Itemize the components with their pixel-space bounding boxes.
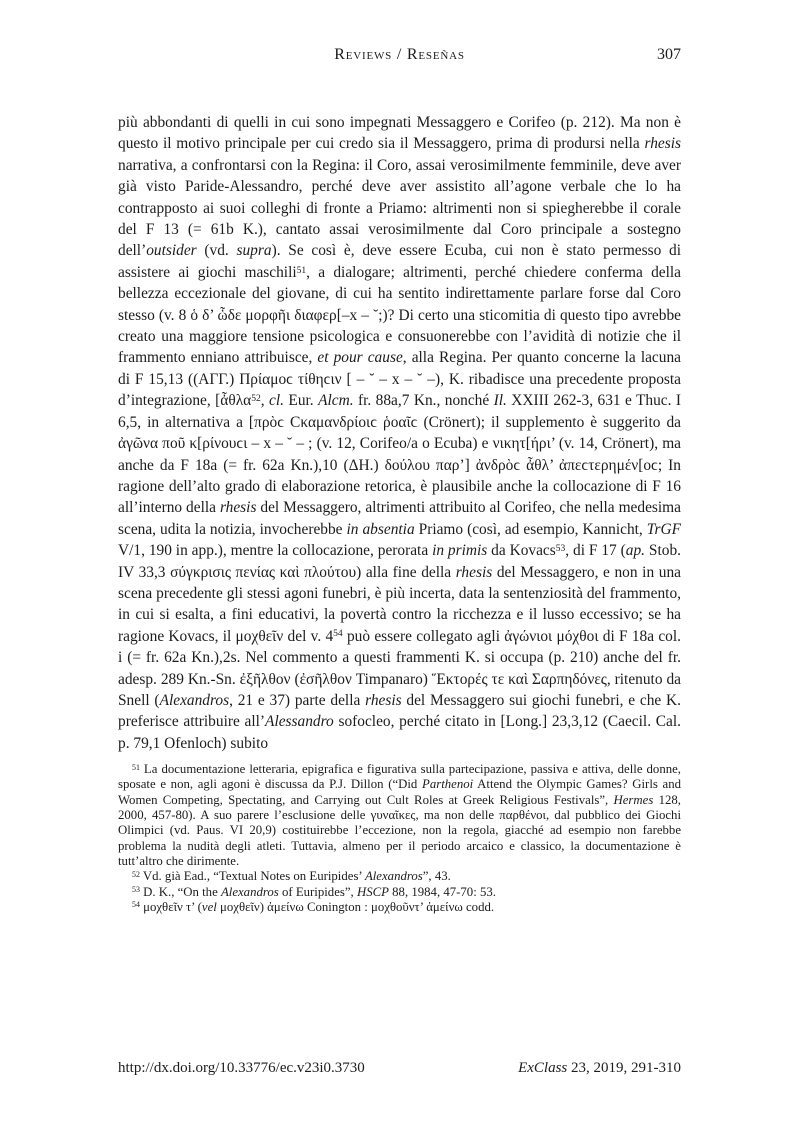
journal-citation: ExClass 23, 2019, 291-310 <box>518 1060 681 1076</box>
page-header <box>118 46 681 66</box>
footnote-54: $^{54}$ μοχθεῖν τ’ (vel μοχθεῖν) ἀμείνω Conington : μοχθοῦντ’ ἀμείνω codd. <box>132 899 495 914</box>
footnotes-section <box>118 762 681 915</box>
body-paragraph: più abbondanti di quelli in cui sono impegnati Messaggero e Corifeo (p. 212). Ma non è questo il motivo principale per cui credo sia il Messaggero, prima di prodursi nella rhesis narrativa, a confrontarsi con la Regina: il Coro, assai verosimilmente femminile, deve aver già visto Paride-Alessandro, perché deve aver assistito all’agone verbale che lo ha contrapposto ai suoi colleghi di fronte a Priamo: altrimenti non si spiegherebbe il corale del F 13 (= 61b K.), cantato assai verosimilmente dal Coro principale a sostegno dell’outsider (vd. supra). Se così è, deve essere Ecuba, cui non è stato permesso di assistere ai giochi maschili$^{51}$, a dialogare; altrimenti, perché chiedere conferma della bellezza eccezionale del giovane, di cui ha sentito indirettamente parlare forse dal Coro stesso (v. 8 ὁ δ’ ὧδε μορφῆι διαφερ[–x – ˘;)? Di certo una sticomitia di questo tipo avrebbe creato una maggiore tensione psicologica e consuonerebbe con l’avidità di notizie che il frammento enniano attribuisce, et pour cause, alla Regina. Per quanto concerne la lacuna di F 15,13 ((ΑΓΓ.) Πρίαμοϲ τίθηϲιν [ – ˘ – x – ˘ –), K. ribadisce una precedente proposta d’integrazione, [ἆθλα$^{52}$, cl. Eur. Alcm. fr. 88a,7 Kn., nonché Il. XXIII 262-3, 631 e Thuc. I 6,5, in alternativa a [πρὸϲ Ϲκαμανδρίοιϲ ῥοαῖϲ (Crönert); il supplemento è suggerito da ἀγῶνα ποῦ κ[ρίνουϲι – x – ˘ – ; (v. 12, Corifeo/a o Ecuba) e νικητ[ήρι’ (v. 14, Crönert), ma anche da F 18a (= fr. 62a Kn.),10 (ΔΗ.) δούλου παρ’] ἀνδρὸϲ ἆθλ’ ἀπεϲτερημέν[οϲ; In ragione dell’alto grado di elaborazione retorica, è plausibile anche la collocazione di F 16 all’interno della rhesis del Messaggero, altrimenti attribuito al Corifeo, che nella medesima scena, udita la notizia, invocherebbe in absentia Priamo (così, ad esempio, Kannicht, TrGF V/1, 190 in app.), mentre la collocazione, perorata in primis da Kovacs$^{53}$, di F 17 (ap. Stob. IV 33,3 σύγκρισις πενίας καὶ πλούτου) alla fine della rhesis del Messaggero, e non in una scena precedente gli stessi agoni funebri, è più incerta, data la sentenziosità del frammento, in cui si esalta, a fini educativi, la povertà contro la ricchezza e il lusso eccessivo; se ha ragione Kovacs, il μοχθεῖν del v. $4^{54}$ può essere collegato agli ἀγώνιοι μόχθοι di F 18a col. i (= fr. 62a Kn.),2s. Nel commento a questi frammenti K. si occupa (p. 210) anche del fr. adesp. 289 Kn.-Sn. ἐξῆλθον (ἐσῆλθον Timpanaro) Ἕκτορές τε καὶ Σαρπηδόνες, ritenuto da Snell (Alexandros, 21 e 37) parte della rhesis del Messaggero sui giochi funebri, e che K. preferisce attribuire all’Alessandro sofocleo, perché citato in [Long.] 23,3,12 (Caecil. Cal. p. 79,1 Ofenloch) subito <box>118 114 682 752</box>
footnote-53: $^{53}$ D. K., “On the Alexandros of Euripides”, HSCP 88, 1984, 47-70: 53. <box>132 884 496 899</box>
main-text-block <box>118 112 681 915</box>
page-number: 307 <box>657 46 681 63</box>
footnote-51: $^{51}$ La documentazione letteraria, epigrafica e figurativa sulla partecipazione, passiva e attiva, delle donne, sposate e non, agli agoni è discussa da P.J. Dillon (“Did Parthenoi Attend the Olympic Games? Girls and Women Competing, Spectating, and Carrying out Cult Roles at Greek Religious Festivals”, Hermes 128, 2000, 457-80). A suo parere l’esclusione delle γυναῖκες, ma non delle παρθένοι, dal pubblico dei Giochi Olimpici (vd. Paus. VI 20,9) costituirebbe l’eccezione, non la regola, giacché ad esempio non farebbe problema la nudità degli atleti. Tuttavia, almeno per il periodo arcaico e classico, la documentazione è tutt’altro che dirimente. <box>118 762 681 868</box>
footnote-52: $^{52}$ Vd. già Ead., “Textual Notes on Euripides’ Alexandros”, 43. <box>132 869 451 884</box>
running-head: Reviews / Reseñas <box>334 46 465 63</box>
doi-link[interactable]: http://dx.doi.org/10.33776/ec.v23i0.3730 <box>118 1060 365 1076</box>
page-footer <box>118 1060 681 1077</box>
